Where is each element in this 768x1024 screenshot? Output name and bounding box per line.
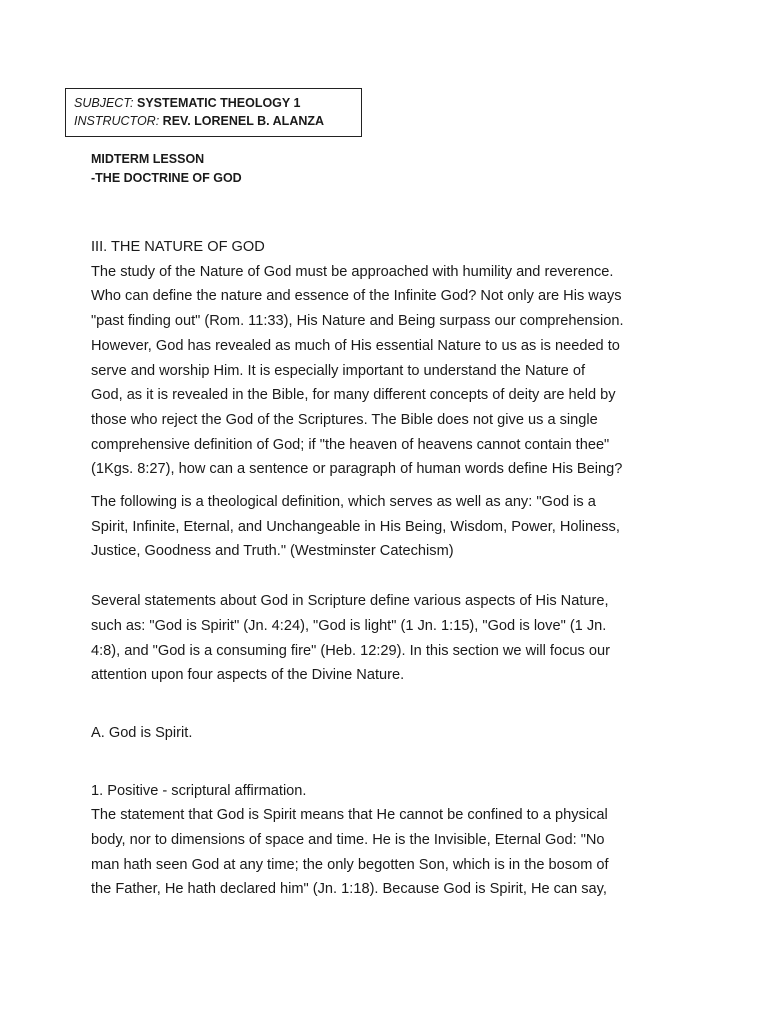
- lesson-line-1: MIDTERM LESSON: [91, 152, 205, 166]
- instructor-label: INSTRUCTOR:: [74, 114, 160, 128]
- section-title: III. THE NATURE OF GOD: [91, 239, 265, 255]
- paragraph-4: The statement that God is Spirit means that He cannot be confined to a physical body, nor to dimensions of space and time. He is the Invisible, Eternal God: "No man hath seen God at any time; the only begotten Son, which is in the bosom of the Father, He hath declared him" (Jn. 1:18). Because God is Spirit, He can say,: [91, 807, 609, 898]
- document-body: [91, 235, 691, 902]
- subsection-heading: A. God is Spirit.: [91, 724, 193, 741]
- lesson-line-2: -THE DOCTRINE OF GOD: [91, 171, 242, 185]
- instructor-value: REV. LORENEL B. ALANZA: [162, 114, 325, 128]
- subject-label: SUBJECT:: [74, 96, 134, 110]
- subject-value: SYSTEMATIC THEOLOGY 1: [136, 96, 301, 110]
- instructor-line: [74, 112, 353, 130]
- point-title: 1. Positive - scriptural affirmation.: [91, 782, 307, 799]
- paragraph-3: Several statements about God in Scripture define various aspects of His Nature, such as: "God is Spirit" (Jn. 4:24), "God is light" (1 Jn. 1:15), "God is love" (1 Jn. 4:8), and "God is a consuming fire" (Heb. 12:29). In this section we will focus our attention upon four aspects of the Divine Nature.: [91, 593, 610, 684]
- lesson-heading: [91, 150, 242, 188]
- paragraph-2: The following is a theological definition, which serves as well as any: "God is a Spirit, Infinite, Eternal, and Unchangeable in His Being, Wisdom, Power, Holiness, Justice, Goodness and Truth." (Westminster Catechism): [91, 494, 620, 560]
- paragraph-1: The study of the Nature of God must be approached with humility and reverence. Who can define the nature and essence of the Infinite God? Not only are His ways "past finding out" (Rom. 11:33), His Nature and Being surpass our comprehension. However, God has revealed as much of His essential Nature to us as is needed to serve and worship Him. It is especially important to understand the Nature of God, as it is revealed in the Bible, for many different concepts of deity are held by those who reject the God of the Scriptures. The Bible does not give us a single comprehensive definition of God; if "the heaven of heavens cannot contain thee" (1Kgs. 8:27), how can a sentence or paragraph of human words define His Being?: [91, 263, 624, 478]
- course-info-box: [65, 88, 362, 137]
- subject-line: [74, 94, 353, 112]
